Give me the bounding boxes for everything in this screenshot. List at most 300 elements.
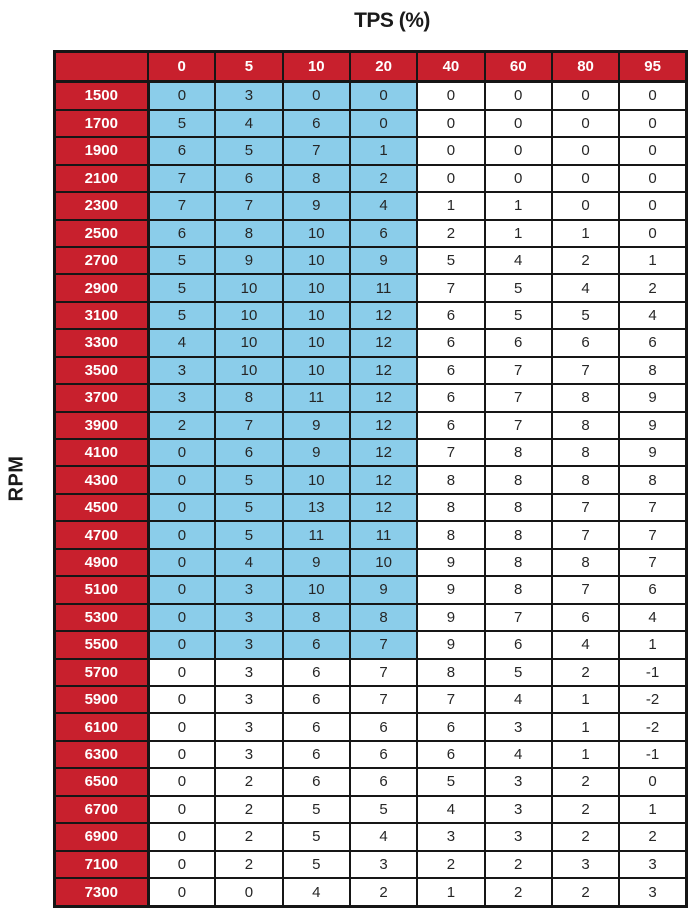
col-header-20: 20 — [350, 52, 417, 82]
value-cell: 7 — [417, 686, 484, 713]
value-cell: 3 — [215, 604, 282, 631]
col-header-60: 60 — [485, 52, 552, 82]
row-header-5900: 5900 — [55, 686, 149, 713]
y-axis-label-container — [0, 50, 34, 907]
table-header — [55, 52, 687, 82]
value-cell: 2 — [350, 878, 417, 907]
value-cell: 2 — [552, 878, 619, 907]
value-cell: 11 — [283, 521, 350, 548]
value-cell: 0 — [215, 878, 282, 907]
value-cell: 0 — [552, 192, 619, 219]
value-cell: 3 — [485, 796, 552, 823]
row-header-2100: 2100 — [55, 165, 149, 192]
value-cell: 0 — [485, 82, 552, 110]
value-cell: 9 — [350, 247, 417, 274]
value-cell: 5 — [283, 851, 350, 878]
value-cell: 4 — [552, 631, 619, 658]
value-cell: 3 — [619, 851, 686, 878]
value-cell: 8 — [417, 494, 484, 521]
value-cell: 2 — [552, 796, 619, 823]
value-cell: 8 — [485, 494, 552, 521]
value-cell: 10 — [283, 274, 350, 301]
y-axis-label: RPM — [5, 455, 28, 502]
value-cell: 11 — [350, 274, 417, 301]
value-cell: 2 — [215, 823, 282, 850]
value-cell: 12 — [350, 302, 417, 329]
row-header-1900: 1900 — [55, 137, 149, 164]
value-cell: 8 — [215, 220, 282, 247]
value-cell: 11 — [350, 521, 417, 548]
value-cell: 6 — [283, 686, 350, 713]
value-cell: 3 — [485, 823, 552, 850]
value-cell: 0 — [148, 439, 215, 466]
value-cell: 8 — [485, 576, 552, 603]
value-cell: 2 — [619, 274, 686, 301]
value-cell: 1 — [552, 713, 619, 740]
value-cell: 8 — [485, 549, 552, 576]
value-cell: 4 — [350, 192, 417, 219]
table-body — [55, 82, 687, 907]
row-header-4100: 4100 — [55, 439, 149, 466]
table-row — [55, 302, 687, 329]
row-header-6700: 6700 — [55, 796, 149, 823]
value-cell: 2 — [148, 412, 215, 439]
value-cell: 5 — [215, 466, 282, 493]
value-cell: 10 — [283, 466, 350, 493]
value-cell: 2 — [552, 768, 619, 795]
col-header-0: 0 — [148, 52, 215, 82]
value-cell: 0 — [148, 659, 215, 686]
value-cell: 8 — [552, 384, 619, 411]
value-cell: 3 — [215, 576, 282, 603]
value-cell: 3 — [215, 741, 282, 768]
value-cell: 0 — [283, 82, 350, 110]
value-cell: 3 — [485, 768, 552, 795]
value-cell: 10 — [215, 302, 282, 329]
value-cell: 7 — [485, 357, 552, 384]
col-header-10: 10 — [283, 52, 350, 82]
row-header-6900: 6900 — [55, 823, 149, 850]
table-row — [55, 274, 687, 301]
value-cell: 0 — [417, 82, 484, 110]
row-header-4700: 4700 — [55, 521, 149, 548]
value-cell: 8 — [350, 604, 417, 631]
value-cell: 12 — [350, 439, 417, 466]
table-row — [55, 796, 687, 823]
value-cell: 5 — [350, 796, 417, 823]
row-header-2900: 2900 — [55, 274, 149, 301]
value-cell: 3 — [215, 659, 282, 686]
value-cell: 0 — [552, 165, 619, 192]
value-cell: 11 — [283, 384, 350, 411]
value-cell: 7 — [552, 494, 619, 521]
value-cell: 6 — [148, 220, 215, 247]
value-cell: 0 — [148, 521, 215, 548]
table-row — [55, 631, 687, 658]
value-cell: 7 — [350, 631, 417, 658]
value-cell: 5 — [485, 659, 552, 686]
value-cell: 1 — [485, 192, 552, 219]
value-cell: 10 — [283, 220, 350, 247]
table-row — [55, 494, 687, 521]
value-cell: 6 — [215, 165, 282, 192]
value-cell: 2 — [215, 768, 282, 795]
row-header-7100: 7100 — [55, 851, 149, 878]
value-cell: 5 — [417, 768, 484, 795]
value-cell: 7 — [485, 384, 552, 411]
value-cell: 0 — [148, 494, 215, 521]
value-cell: 4 — [485, 741, 552, 768]
row-header-3700: 3700 — [55, 384, 149, 411]
value-cell: 9 — [619, 439, 686, 466]
value-cell: 8 — [619, 357, 686, 384]
value-cell: 7 — [417, 274, 484, 301]
value-cell: 4 — [552, 274, 619, 301]
value-cell: 3 — [148, 384, 215, 411]
table-row — [55, 137, 687, 164]
value-cell: -1 — [619, 659, 686, 686]
table-row — [55, 823, 687, 850]
table-row — [55, 165, 687, 192]
value-cell: 6 — [215, 439, 282, 466]
row-header-6500: 6500 — [55, 768, 149, 795]
value-cell: 2 — [215, 796, 282, 823]
value-cell: 7 — [552, 576, 619, 603]
value-cell: 9 — [417, 576, 484, 603]
value-cell: 0 — [619, 768, 686, 795]
value-cell: 2 — [350, 165, 417, 192]
row-header-4500: 4500 — [55, 494, 149, 521]
row-header-1700: 1700 — [55, 110, 149, 137]
table-row — [55, 686, 687, 713]
table-row — [55, 851, 687, 878]
value-cell: 8 — [552, 412, 619, 439]
value-cell: 8 — [485, 439, 552, 466]
value-cell: 9 — [283, 439, 350, 466]
value-cell: 12 — [350, 357, 417, 384]
row-header-2700: 2700 — [55, 247, 149, 274]
value-cell: 4 — [283, 878, 350, 907]
value-cell: 5 — [485, 302, 552, 329]
value-cell: 0 — [619, 192, 686, 219]
value-cell: -1 — [619, 741, 686, 768]
table-row — [55, 741, 687, 768]
col-header-80: 80 — [552, 52, 619, 82]
table-row — [55, 110, 687, 137]
corner-cell — [55, 52, 149, 82]
value-cell: 7 — [552, 357, 619, 384]
row-header-7300: 7300 — [55, 878, 149, 907]
value-cell: 8 — [552, 549, 619, 576]
row-header-6100: 6100 — [55, 713, 149, 740]
value-cell: 10 — [283, 302, 350, 329]
value-cell: 9 — [283, 412, 350, 439]
value-cell: 7 — [552, 521, 619, 548]
value-cell: 5 — [148, 110, 215, 137]
value-cell: 6 — [417, 357, 484, 384]
table-row — [55, 247, 687, 274]
table-row — [55, 713, 687, 740]
value-cell: 1 — [619, 631, 686, 658]
value-cell: 8 — [552, 466, 619, 493]
value-cell: 0 — [619, 165, 686, 192]
value-cell: 6 — [619, 329, 686, 356]
value-cell: 8 — [417, 659, 484, 686]
value-cell: 3 — [215, 686, 282, 713]
row-header-4300: 4300 — [55, 466, 149, 493]
value-cell: 4 — [350, 823, 417, 850]
table-row — [55, 439, 687, 466]
value-cell: 0 — [148, 851, 215, 878]
value-cell: 1 — [350, 137, 417, 164]
value-cell: 8 — [215, 384, 282, 411]
value-cell: 10 — [215, 274, 282, 301]
value-cell: 5 — [148, 247, 215, 274]
value-cell: 8 — [417, 466, 484, 493]
row-header-5500: 5500 — [55, 631, 149, 658]
value-cell: 5 — [215, 521, 282, 548]
col-header-40: 40 — [417, 52, 484, 82]
value-cell: 2 — [552, 659, 619, 686]
value-cell: 3 — [215, 82, 282, 110]
value-cell: 3 — [417, 823, 484, 850]
row-header-3900: 3900 — [55, 412, 149, 439]
value-cell: 0 — [619, 110, 686, 137]
value-cell: 9 — [215, 247, 282, 274]
value-cell: 9 — [350, 576, 417, 603]
value-cell: 8 — [417, 521, 484, 548]
value-cell: 6 — [283, 713, 350, 740]
value-cell: 7 — [148, 192, 215, 219]
value-cell: 5 — [215, 494, 282, 521]
value-cell: 0 — [619, 220, 686, 247]
value-cell: 4 — [417, 796, 484, 823]
value-cell: 6 — [417, 329, 484, 356]
value-cell: 8 — [283, 604, 350, 631]
table-row — [55, 357, 687, 384]
value-cell: 3 — [485, 713, 552, 740]
value-cell: 6 — [350, 768, 417, 795]
row-header-5300: 5300 — [55, 604, 149, 631]
value-cell: 0 — [417, 165, 484, 192]
value-cell: 5 — [215, 137, 282, 164]
value-cell: 2 — [215, 851, 282, 878]
value-cell: 8 — [283, 165, 350, 192]
value-cell: 0 — [485, 137, 552, 164]
value-cell: 12 — [350, 384, 417, 411]
value-cell: 7 — [619, 521, 686, 548]
value-cell: 4 — [485, 686, 552, 713]
value-cell: 5 — [283, 796, 350, 823]
value-cell: 10 — [283, 329, 350, 356]
value-cell: 5 — [148, 302, 215, 329]
value-cell: 12 — [350, 466, 417, 493]
value-cell: 5 — [283, 823, 350, 850]
value-cell: 7 — [485, 412, 552, 439]
value-cell: 6 — [283, 631, 350, 658]
value-cell: 1 — [552, 741, 619, 768]
value-cell: 3 — [619, 878, 686, 907]
value-cell: 7 — [215, 192, 282, 219]
value-cell: 12 — [350, 329, 417, 356]
value-cell: 0 — [148, 796, 215, 823]
value-cell: 0 — [350, 110, 417, 137]
value-cell: 7 — [148, 165, 215, 192]
value-cell: 0 — [148, 741, 215, 768]
table-row — [55, 576, 687, 603]
tps-rpm-table — [53, 50, 688, 908]
value-cell: 3 — [148, 357, 215, 384]
col-header-95: 95 — [619, 52, 686, 82]
row-header-6300: 6300 — [55, 741, 149, 768]
value-cell: 5 — [417, 247, 484, 274]
value-cell: 3 — [215, 631, 282, 658]
value-cell: 6 — [619, 576, 686, 603]
value-cell: 6 — [283, 768, 350, 795]
value-cell: 9 — [417, 631, 484, 658]
value-cell: 7 — [417, 439, 484, 466]
table-row — [55, 768, 687, 795]
value-cell: 5 — [552, 302, 619, 329]
value-cell: 0 — [350, 82, 417, 110]
row-header-3100: 3100 — [55, 302, 149, 329]
row-header-5700: 5700 — [55, 659, 149, 686]
value-cell: 13 — [283, 494, 350, 521]
value-cell: 6 — [417, 384, 484, 411]
table-row — [55, 384, 687, 411]
value-cell: 0 — [148, 631, 215, 658]
value-cell: 9 — [283, 549, 350, 576]
value-cell: 6 — [350, 713, 417, 740]
value-cell: 0 — [485, 165, 552, 192]
value-cell: 10 — [215, 357, 282, 384]
col-header-5: 5 — [215, 52, 282, 82]
value-cell: 2 — [552, 247, 619, 274]
value-cell: 0 — [148, 878, 215, 907]
value-cell: 2 — [485, 878, 552, 907]
value-cell: 0 — [552, 110, 619, 137]
value-cell: 7 — [215, 412, 282, 439]
value-cell: 6 — [283, 110, 350, 137]
value-cell: 6 — [417, 713, 484, 740]
value-cell: 6 — [485, 329, 552, 356]
value-cell: 10 — [283, 576, 350, 603]
value-cell: 7 — [283, 137, 350, 164]
value-cell: 0 — [148, 82, 215, 110]
table-row — [55, 521, 687, 548]
row-header-2300: 2300 — [55, 192, 149, 219]
value-cell: 5 — [148, 274, 215, 301]
value-cell: 4 — [619, 302, 686, 329]
value-cell: 1 — [552, 220, 619, 247]
value-cell: 7 — [350, 686, 417, 713]
table-row — [55, 549, 687, 576]
value-cell: 0 — [485, 110, 552, 137]
value-cell: 0 — [552, 82, 619, 110]
value-cell: 6 — [283, 741, 350, 768]
table-row — [55, 412, 687, 439]
value-cell: 9 — [417, 604, 484, 631]
value-cell: 1 — [417, 878, 484, 907]
value-cell: 3 — [350, 851, 417, 878]
row-header-5100: 5100 — [55, 576, 149, 603]
value-cell: -2 — [619, 686, 686, 713]
value-cell: 3 — [552, 851, 619, 878]
value-cell: 8 — [485, 521, 552, 548]
value-cell: 12 — [350, 494, 417, 521]
value-cell: 10 — [215, 329, 282, 356]
value-cell: 9 — [619, 412, 686, 439]
value-cell: 6 — [417, 741, 484, 768]
value-cell: 0 — [619, 137, 686, 164]
value-cell: 2 — [417, 851, 484, 878]
value-cell: 6 — [552, 329, 619, 356]
table-row — [55, 878, 687, 907]
value-cell: 0 — [148, 576, 215, 603]
value-cell: 5 — [485, 274, 552, 301]
value-cell: 10 — [283, 357, 350, 384]
value-cell: 4 — [215, 549, 282, 576]
value-cell: 4 — [619, 604, 686, 631]
value-cell: 6 — [350, 220, 417, 247]
row-header-3300: 3300 — [55, 329, 149, 356]
value-cell: 0 — [417, 110, 484, 137]
row-header-2500: 2500 — [55, 220, 149, 247]
value-cell: 6 — [552, 604, 619, 631]
table-row — [55, 659, 687, 686]
value-cell: 0 — [148, 549, 215, 576]
value-cell: 7 — [619, 494, 686, 521]
value-cell: 7 — [485, 604, 552, 631]
table-row — [55, 192, 687, 219]
table-row — [55, 220, 687, 247]
value-cell: 6 — [417, 302, 484, 329]
value-cell: 6 — [417, 412, 484, 439]
value-cell: 1 — [417, 192, 484, 219]
value-cell: 9 — [619, 384, 686, 411]
value-cell: 12 — [350, 412, 417, 439]
header-row — [55, 52, 687, 82]
value-cell: 2 — [552, 823, 619, 850]
value-cell: 1 — [619, 796, 686, 823]
value-cell: 7 — [619, 549, 686, 576]
value-cell: 2 — [485, 851, 552, 878]
value-cell: 4 — [485, 247, 552, 274]
value-cell: 0 — [417, 137, 484, 164]
row-header-3500: 3500 — [55, 357, 149, 384]
chart-title: TPS (%) — [354, 9, 430, 32]
value-cell: 10 — [350, 549, 417, 576]
value-cell: 4 — [215, 110, 282, 137]
value-cell: -2 — [619, 713, 686, 740]
value-cell: 1 — [552, 686, 619, 713]
value-cell: 2 — [619, 823, 686, 850]
value-cell: 6 — [485, 631, 552, 658]
value-cell: 0 — [148, 713, 215, 740]
value-cell: 8 — [552, 439, 619, 466]
value-cell: 4 — [148, 329, 215, 356]
table-row — [55, 604, 687, 631]
value-cell: 7 — [350, 659, 417, 686]
value-cell: 3 — [215, 713, 282, 740]
value-cell: 10 — [283, 247, 350, 274]
value-cell: 0 — [619, 82, 686, 110]
value-cell: 9 — [417, 549, 484, 576]
row-header-4900: 4900 — [55, 549, 149, 576]
value-cell: 8 — [619, 466, 686, 493]
value-cell: 9 — [283, 192, 350, 219]
value-cell: 6 — [283, 659, 350, 686]
